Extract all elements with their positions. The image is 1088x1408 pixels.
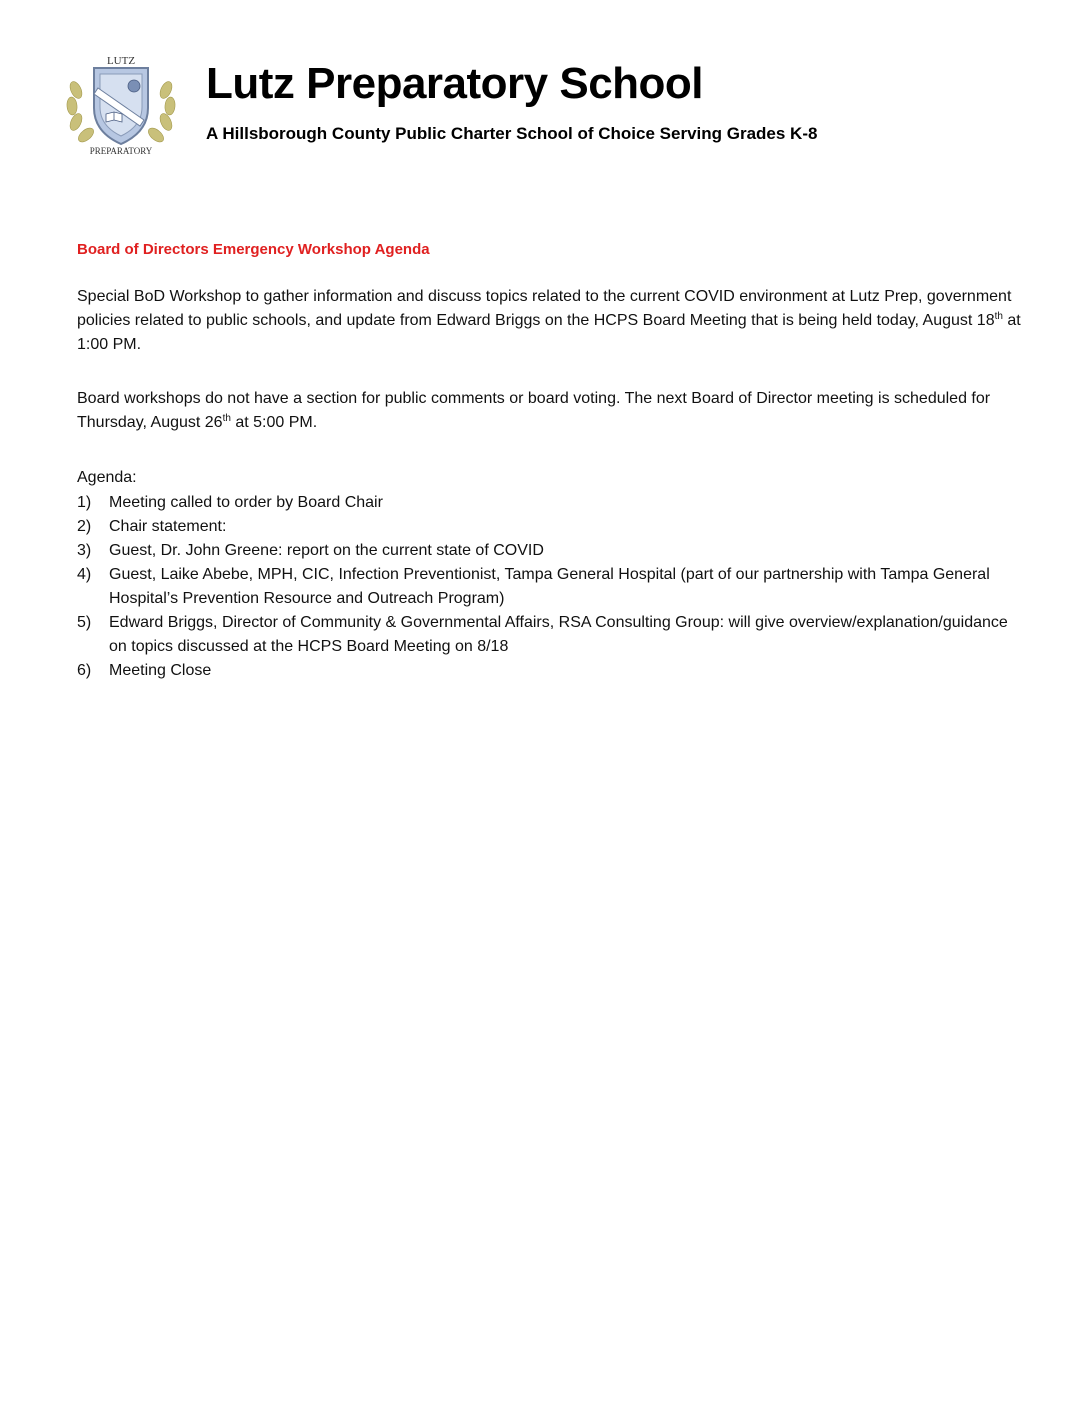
agenda-item — [77, 659, 1027, 683]
school-tagline: A Hillsborough County Public Charter School of Choice Serving Grades K-8 — [206, 124, 818, 143]
agenda-item-number: 6) — [77, 662, 92, 679]
agenda-item-number: 4) — [77, 566, 92, 583]
agenda-item-text: Guest, Laike Abebe, MPH, CIC, Infection Preventionist, Tampa General Hospital (part of our partnership with Tampa General Hospital’s Prevention Resource and Outreach Program) — [109, 566, 990, 607]
agenda-item-number: 5) — [77, 614, 92, 631]
agenda-item-text: Chair statement: — [109, 518, 227, 535]
agenda-item-text: Meeting Close — [109, 662, 212, 679]
intro-text-end: at 1:00 PM. — [77, 312, 1021, 353]
agenda-item-number: 3) — [77, 542, 92, 559]
agenda-item-number: 2) — [77, 518, 92, 535]
intro-paragraph — [77, 285, 1027, 357]
school-crest-logo — [64, 50, 178, 158]
notice-text: Board workshops do not have a section for public comments or board voting. The next Board of Director meeting is scheduled for Thursday, August 26 — [77, 390, 991, 431]
agenda-item-text: Meeting called to order by Board Chair — [109, 494, 383, 511]
ordinal-suffix: th — [994, 311, 1003, 322]
document-heading: Board of Directors Emergency Workshop Agenda — [77, 241, 430, 258]
agenda-item-text: Guest, Dr. John Greene: report on the current state of COVID — [109, 542, 544, 559]
globe-icon — [128, 80, 140, 92]
logo-text-bottom: PREPARATORY — [89, 146, 153, 156]
agenda-item — [77, 491, 1027, 515]
agenda-item — [77, 539, 1027, 563]
notice-paragraph — [77, 387, 1027, 435]
intro-text: Special BoD Workshop to gather information and discuss topics related to the current COVID environment at Lutz Prep, government policies related to public schools, and update from Edward Briggs on the HCPS Board Meeting that is being held today, August 18 — [77, 288, 1012, 329]
school-name: Lutz Preparatory School — [206, 59, 704, 108]
agenda-item-text: Edward Briggs, Director of Community & Governmental Affairs, RSA Consulting Group: will give overview/explanation/guidance on topics discussed at the HCPS Board Meeting on 8/18 — [109, 614, 1008, 655]
agenda-item — [77, 515, 1027, 539]
agenda-item — [77, 611, 1027, 659]
agenda-item — [77, 563, 1027, 611]
agenda-list — [77, 491, 1027, 683]
logo-text-top: LUTZ — [106, 55, 136, 67]
notice-text-end: at 5:00 PM. — [230, 414, 318, 431]
agenda-item-number: 1) — [77, 494, 92, 511]
agenda-label: Agenda: — [77, 469, 137, 486]
ordinal-suffix: th — [222, 413, 231, 424]
